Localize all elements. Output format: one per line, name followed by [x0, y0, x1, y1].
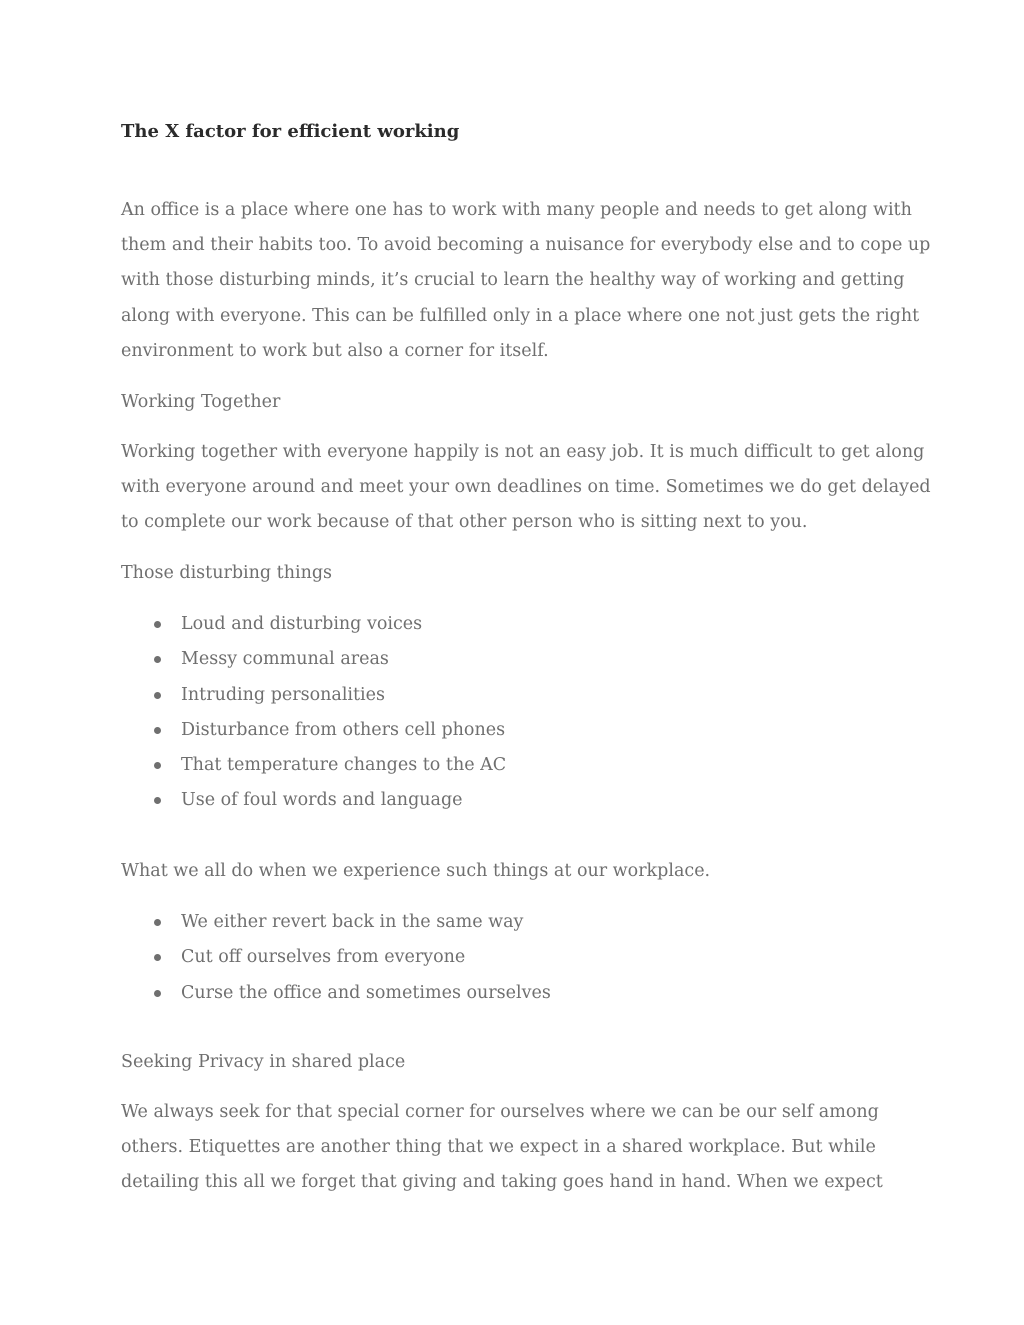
bullet-icon — [154, 762, 161, 769]
list-item: We either revert back in the same way — [121, 910, 551, 945]
paragraph-line: We always seek for that special corner for ourselves where we can be our self among — [121, 1102, 879, 1122]
bullet-icon — [154, 656, 161, 663]
bullet-icon — [154, 621, 161, 628]
paragraph-line: An office is a place where one has to work with many people and needs to get along with — [121, 200, 912, 220]
paragraph-line: along with everyone. This can be fulfilled only in a place where one not just gets the right — [121, 305, 920, 326]
working-together-paragraph — [121, 435, 931, 541]
heading-reaction: What we all do when we experience such things at our workplace. — [121, 861, 711, 881]
paragraph-line: with those disturbing minds, it’s crucial to learn the healthy way of working and getting — [121, 270, 905, 291]
paragraph-line: Working together with everyone happily is not an easy job. It is much difficult to get along — [121, 442, 925, 462]
bullet-icon — [154, 919, 161, 926]
reaction-list — [121, 910, 551, 1016]
heading-privacy: Seeking Privacy in shared place — [121, 1052, 406, 1072]
list-item: Loud and disturbing voices — [121, 612, 506, 647]
list-item: Messy communal areas — [121, 647, 506, 682]
list-item: Disturbance from others cell phones — [121, 718, 506, 753]
bullet-icon — [154, 727, 161, 734]
paragraph-line: others. Etiquettes are another thing that we expect in a shared workplace. But while — [121, 1137, 876, 1158]
privacy-paragraph — [121, 1095, 911, 1201]
bullet-icon — [154, 990, 161, 997]
bullet-icon — [154, 954, 161, 961]
bullet-icon — [154, 692, 161, 699]
paragraph-line: environment to work but also a corner for itself. — [121, 340, 549, 361]
paragraph-line: to complete our work because of that other person who is sitting next to you. — [121, 512, 808, 533]
list-item: That temperature changes to the AC — [121, 753, 506, 788]
heading-working-together: Working Together — [121, 392, 281, 412]
paragraph-line: them and their habits too. To avoid becoming a nuisance for everybody else and to cope up — [121, 235, 931, 256]
bullet-icon — [154, 797, 161, 804]
document-title: The X factor for efficient working — [121, 121, 460, 142]
list-item: Cut off ourselves from everyone — [121, 945, 551, 980]
intro-paragraph — [121, 193, 931, 369]
paragraph-line: detailing this all we forget that giving and taking goes hand in hand. When we expect — [121, 1172, 883, 1193]
list-item: Curse the office and sometimes ourselves — [121, 981, 551, 1016]
list-item: Intruding personalities — [121, 683, 506, 718]
list-item: Use of foul words and language — [121, 788, 506, 823]
heading-disturbing-things: Those disturbing things — [121, 563, 333, 583]
disturbing-things-list — [121, 612, 506, 824]
paragraph-line: with everyone around and meet your own deadlines on time. Sometimes we do get delayed — [121, 477, 931, 498]
